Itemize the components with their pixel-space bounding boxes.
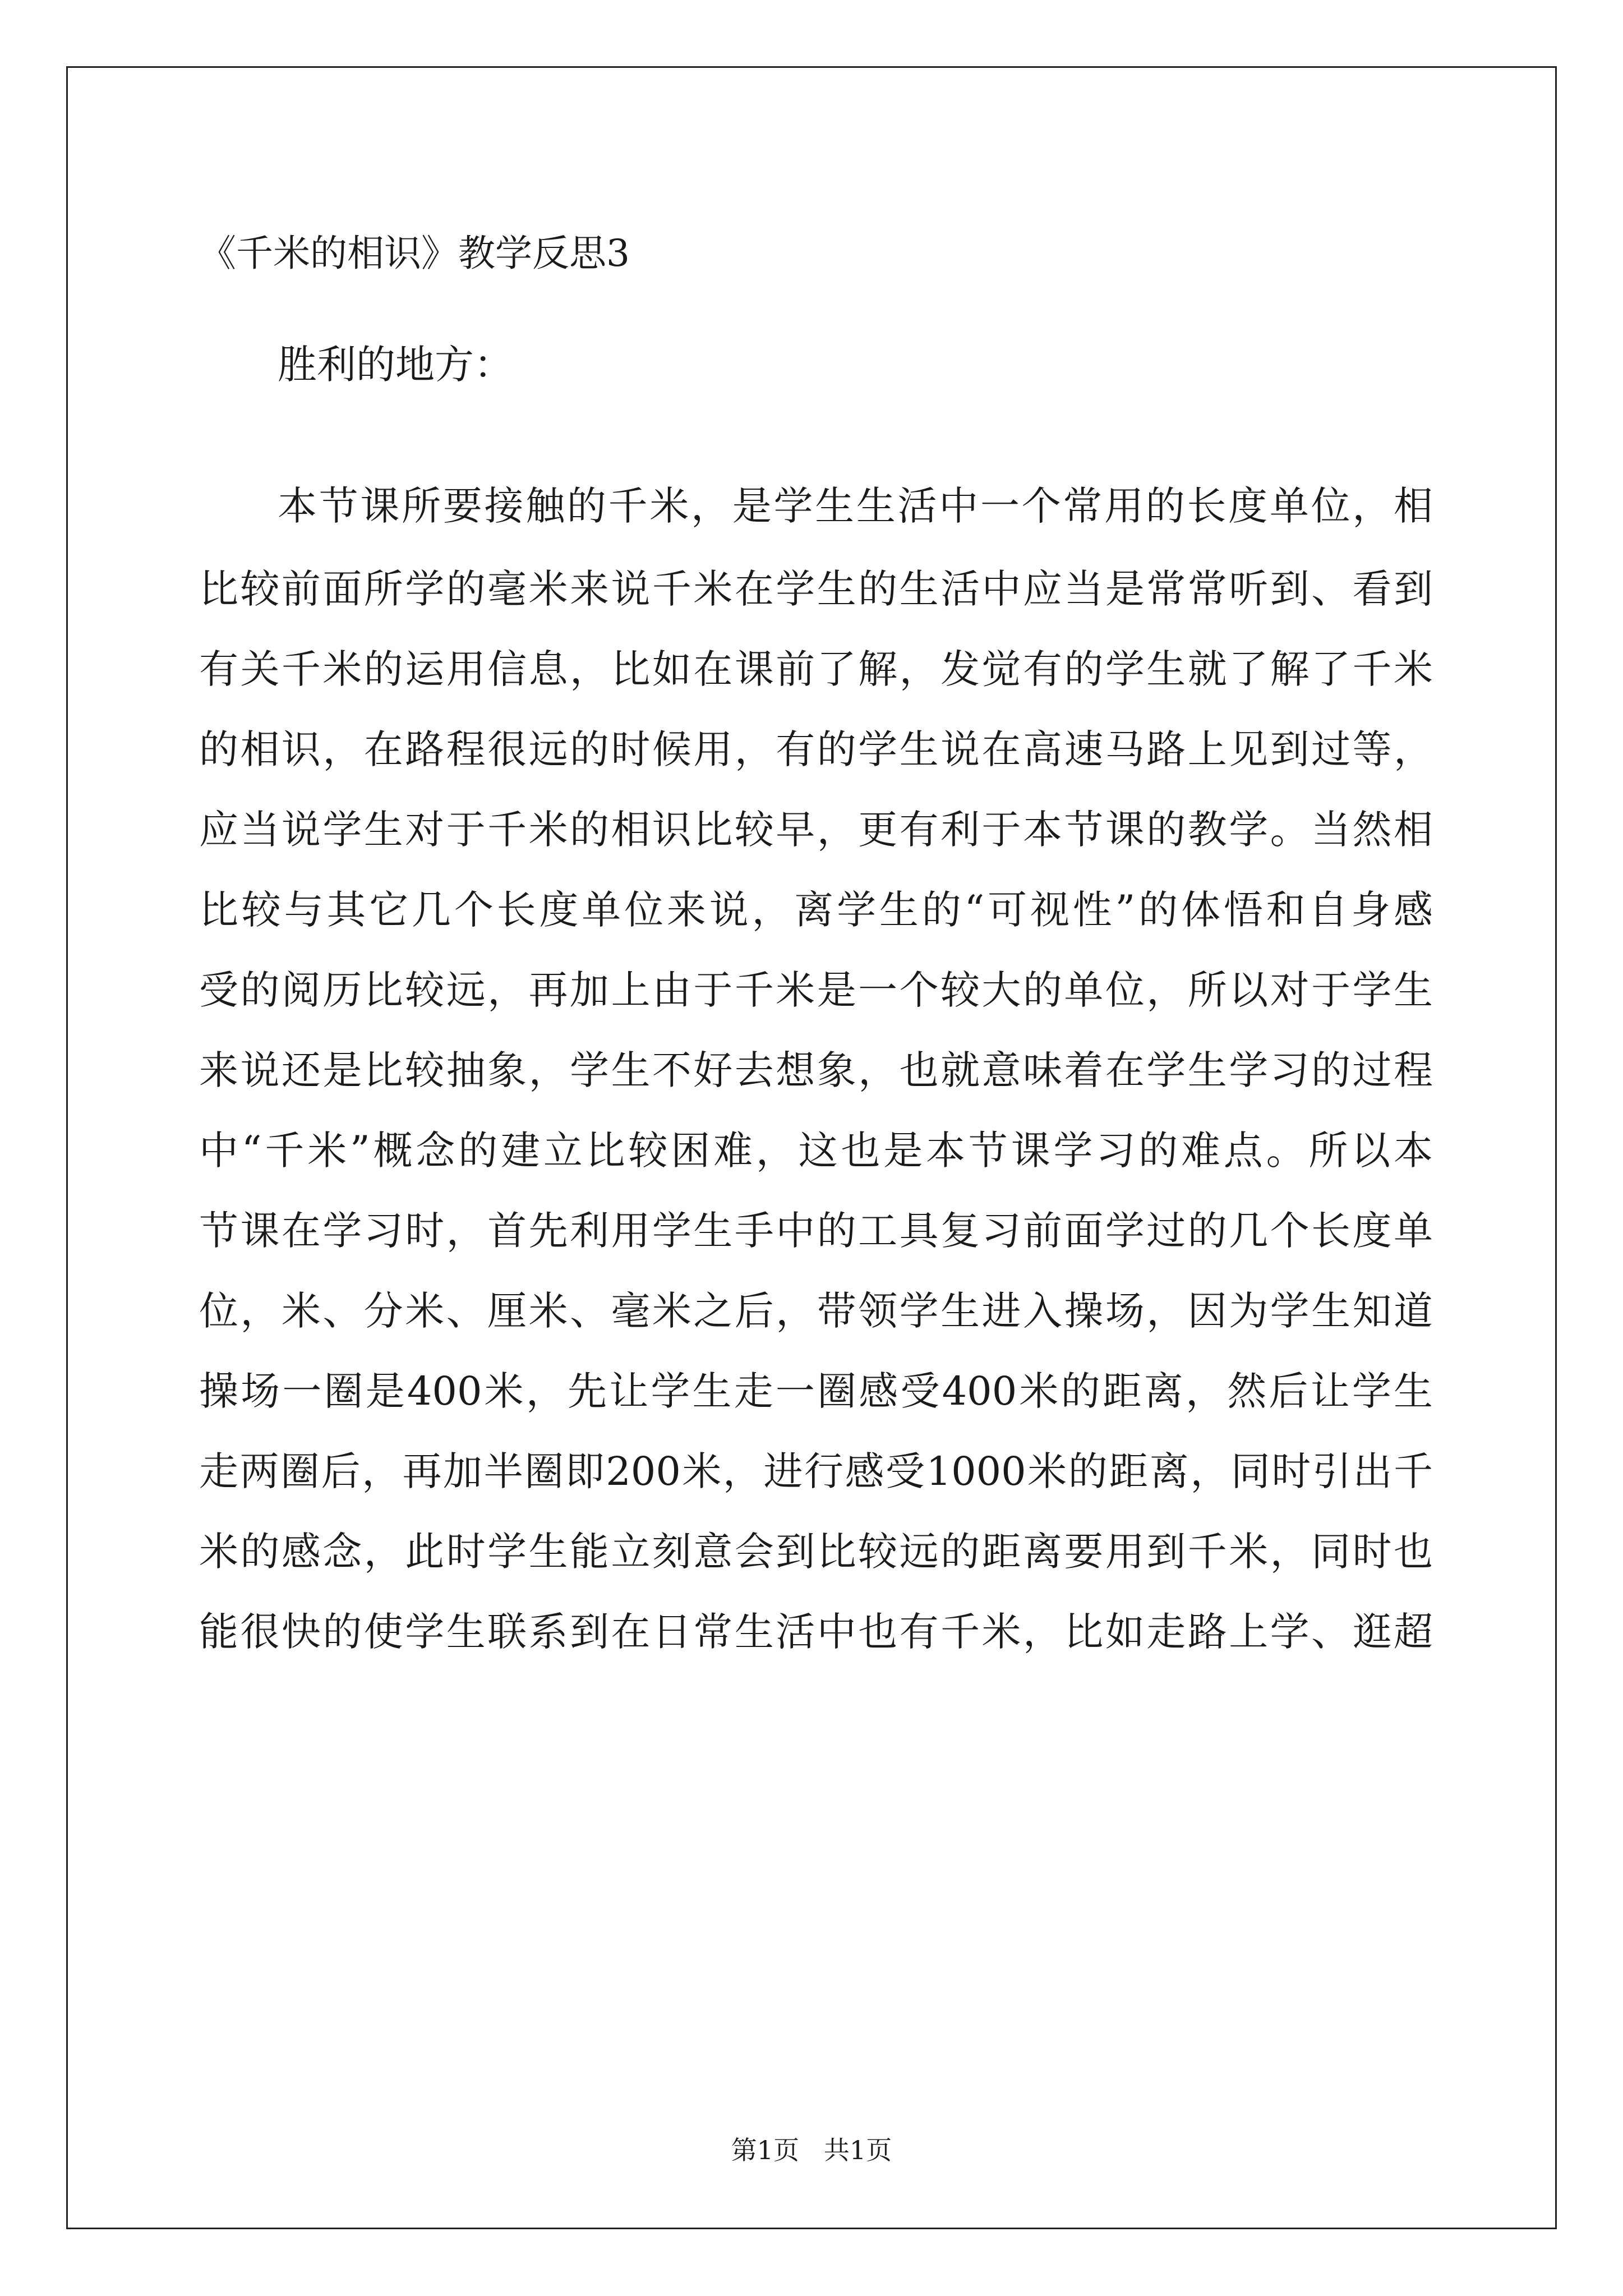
paragraph-line: 应当说学生对于千米的相识比较早，更有利于本节课的教学。当然相 (199, 807, 1433, 853)
section-heading: 胜利的地方： (278, 342, 513, 388)
paragraph-line: 来说还是比较抽象，学生不好去想象，也就意味着在学生学习的过程 (199, 1047, 1433, 1093)
paragraph-line: 节课在学习时，首先利用学生手中的工具复习前面学过的几个长度单 (199, 1208, 1433, 1254)
paragraph-line: 米的感念，此时学生能立刻意会到比较远的距离要用到千米，同时也 (199, 1529, 1433, 1575)
paragraph-line: 走两圈后，再加半圈即200米，进行感受1000米的距离，同时引出千 (199, 1448, 1433, 1494)
document-title: 《千米的相识》教学反思3 (199, 232, 630, 275)
paragraph-line: 比较前面所学的毫米来说千米在学生的生活中应当是常常听到、看到 (199, 566, 1433, 612)
paragraph-line: 有关千米的运用信息，比如在课前了解，发觉有的学生就了解了千米 (199, 646, 1433, 692)
paragraph-line: 位，米、分米、厘米、毫米之后，带领学生进入操场，因为学生知道 (199, 1288, 1433, 1334)
paragraph-line: 中“千米”概念的建立比较困难，这也是本节课学习的难点。所以本 (199, 1128, 1433, 1174)
paragraph-line: 受的阅历比较远，再加上由于千米是一个较大的单位，所以对于学生 (199, 967, 1433, 1013)
paragraph-line: 能很快的使学生联系到在日常生活中也有千米，比如走路上学、逛超 (199, 1609, 1433, 1655)
page-footer: 第1页 共1页 (731, 2135, 892, 2165)
paragraph-line: 操场一圈是400米，先让学生走一圈感受400米的距离，然后让学生 (199, 1368, 1433, 1414)
paragraph-line: 比较与其它几个长度单位来说，离学生的“可视性”的体悟和自身感 (199, 887, 1433, 933)
paragraph-line: 的相识，在路程很远的时候用，有的学生说在高速马路上见到过等， (199, 726, 1433, 772)
paragraph-line: 本节课所要接触的千米，是学生生活中一个常用的长度单位，相 (278, 483, 1433, 529)
